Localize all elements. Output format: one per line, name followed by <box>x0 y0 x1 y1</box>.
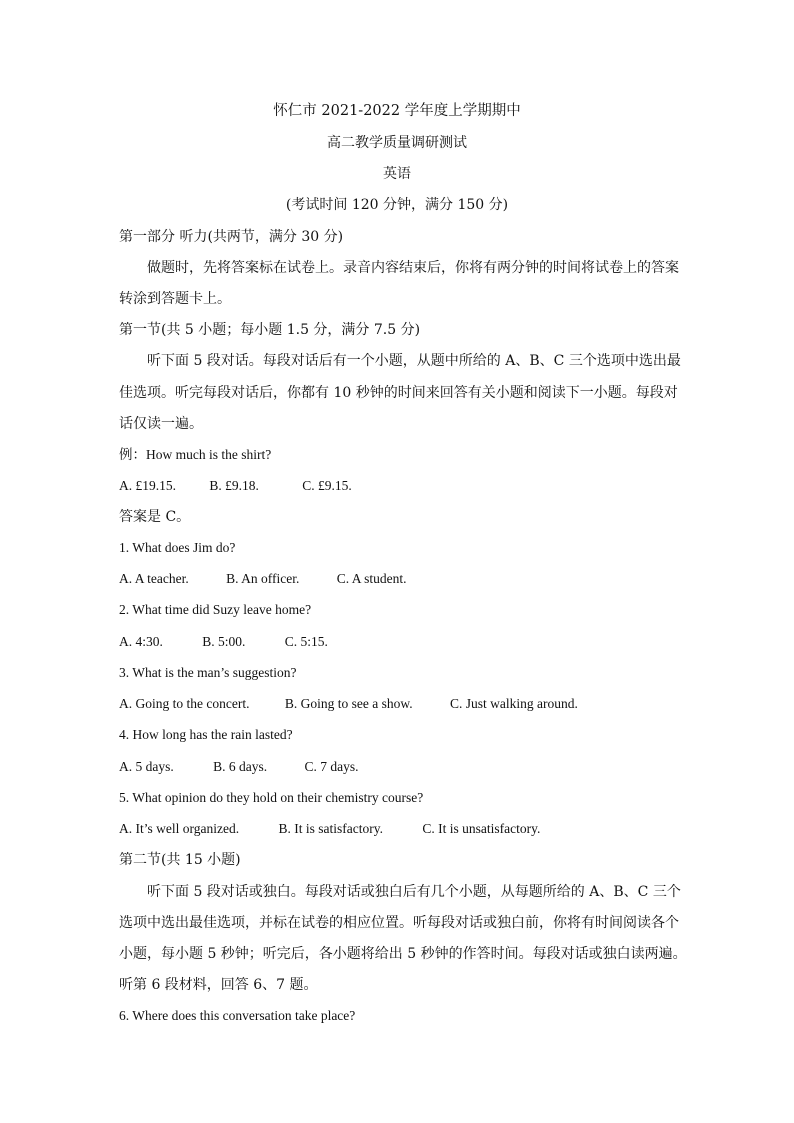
section1-instr-line2: 佳选项。听完每段对话后，你都有 10 秒钟的时间来回答有关小题和阅读下一小题。每段对 <box>119 385 678 401</box>
section1-instr-line1: 听下面 5 段对话。每段对话后有一个小题，从题中所给的 A、B、C 三个选项中选出最 <box>147 353 681 369</box>
material-note: 听第 6 段材料，回答 6、7 题。 <box>119 977 318 993</box>
question-3-options <box>119 694 679 714</box>
q1-option-b: B. An officer. <box>226 571 300 586</box>
q3-option-a: A. Going to the concert. <box>119 696 250 711</box>
section1-instr-line3: 话仅读一遍。 <box>119 416 203 432</box>
example-question: 例：How much is the shirt? <box>119 447 272 462</box>
exam-subtitle: 高二教学质量调研测试 <box>327 135 467 151</box>
part1-intro-line1: 做题时，先将答案标在试卷上。录音内容结束后，你将有两分钟的时间将试卷上的答案 <box>147 260 679 276</box>
question-4: 4. How long has the rain lasted? <box>119 727 293 742</box>
q4-option-b: B. 6 days. <box>213 759 268 774</box>
question-1-options <box>119 569 679 589</box>
q3-option-c: C. Just walking around. <box>449 696 578 711</box>
part1-heading: 第一部分 听力(共两节，满分 30 分) <box>119 229 344 245</box>
q5-option-b: B. It is satisfactory. <box>278 821 383 836</box>
section2-instr-line3: 小题，每小题 5 秒钟；听完后，各小题将给出 5 秒钟的作答时间。每段对话或独白读两遍。 <box>119 946 687 962</box>
part1-intro-line2: 转涂到答题卡上。 <box>119 291 231 307</box>
time-note: (考试时间 120 分钟，满分 150 分) <box>285 197 509 213</box>
q1-option-c: C. A student. <box>336 571 407 586</box>
q3-option-b: B. Going to see a show. <box>284 696 413 711</box>
q2-option-c: C. 5:15. <box>284 634 328 649</box>
example-option-b: B. £9.18. <box>209 478 259 493</box>
question-1: 1. What does Jim do? <box>119 540 236 555</box>
q1-option-a: A. A teacher. <box>119 571 189 586</box>
q2-option-b: B. 5:00. <box>202 634 246 649</box>
exam-title: 怀仁市 2021-2022 学年度上学期期中 <box>273 103 521 119</box>
section2-instr-line2: 选项中选出最佳选项，并标在试卷的相应位置。听每段对话或独白前，你将有时间阅读各个 <box>119 915 679 931</box>
question-5: 5. What opinion do they hold on their chemistry course? <box>119 790 424 805</box>
question-2: 2. What time did Suzy leave home? <box>119 602 312 617</box>
example-answer: 答案是 C。 <box>119 509 191 525</box>
q5-option-a: A. It’s well organized. <box>119 821 240 836</box>
q5-option-c: C. It is unsatisfactory. <box>422 821 541 836</box>
section2-heading: 第二节(共 15 小题) <box>119 852 241 868</box>
question-5-options <box>119 819 679 839</box>
question-3: 3. What is the man’s suggestion? <box>119 665 297 680</box>
subject-title: 英语 <box>383 166 411 182</box>
question-6: 6. Where does this conversation take place? <box>119 1008 356 1023</box>
example-option-a: A. £19.15. <box>119 478 176 493</box>
section2-instr-line1: 听下面 5 段对话或独白。每段对话或独白后有几个小题，从每题所给的 A、B、C 三个 <box>147 884 681 900</box>
section1-heading: 第一节(共 5 小题；每小题 1.5 分，满分 7.5 分) <box>119 322 421 338</box>
q2-option-a: A. 4:30. <box>119 634 163 649</box>
q4-option-a: A. 5 days. <box>119 759 174 774</box>
example-option-c: C. £9.15. <box>302 478 352 493</box>
q4-option-c: C. 7 days. <box>304 759 359 774</box>
question-4-options <box>119 757 679 777</box>
question-2-options <box>119 632 679 652</box>
example-options <box>119 476 679 496</box>
